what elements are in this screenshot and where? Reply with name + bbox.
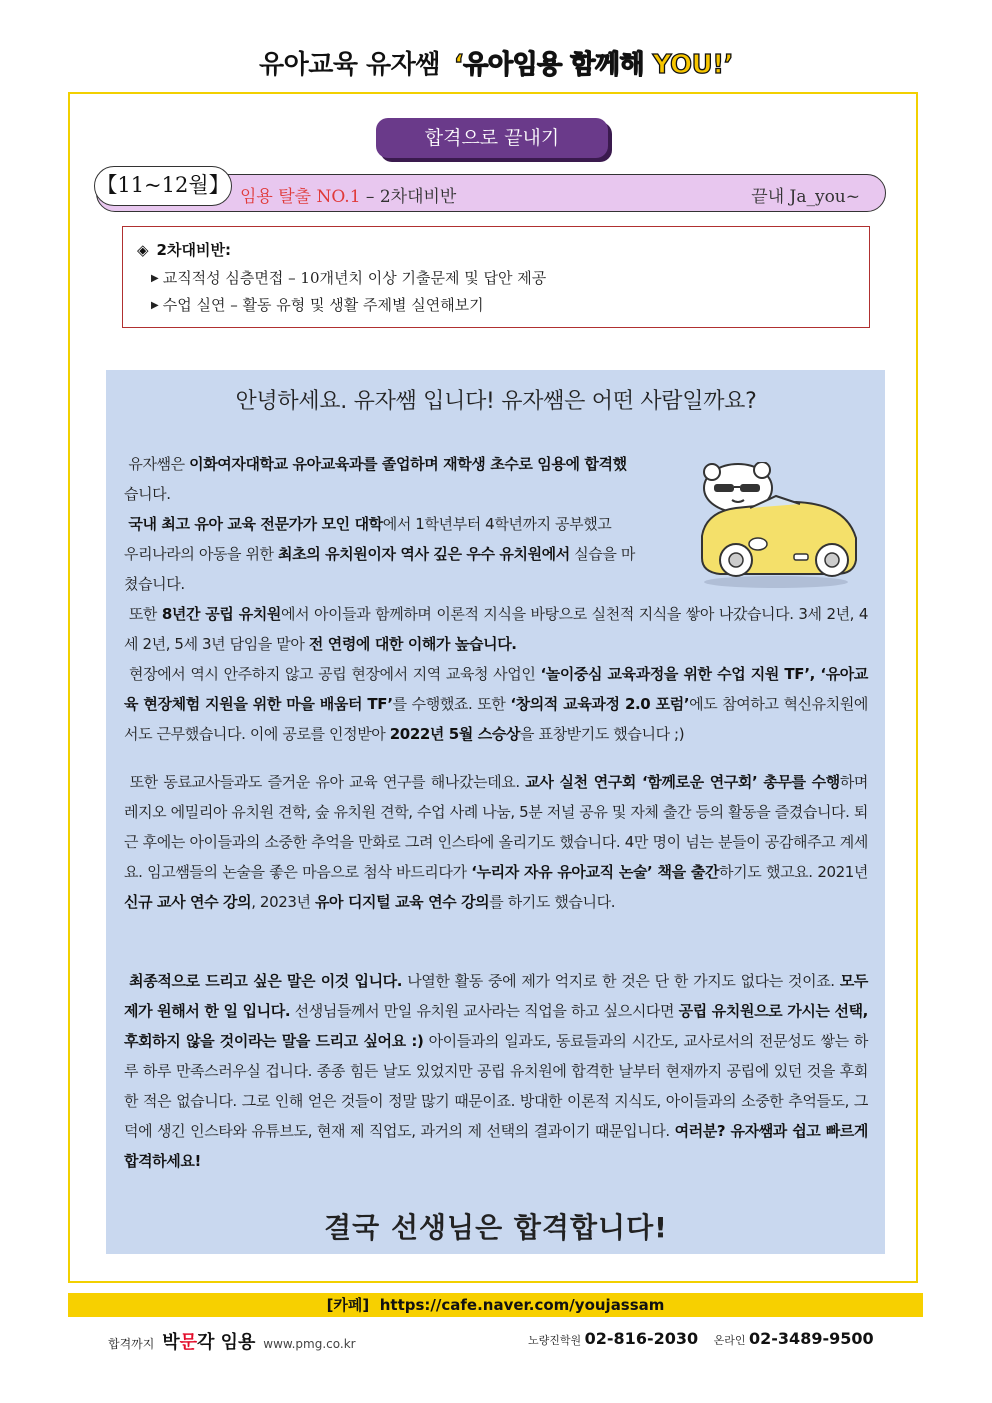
page-header xyxy=(0,44,992,81)
closing-message: 결국 선생님은 합격합니다! xyxy=(324,1211,668,1244)
triangle-bullet-icon: ▶ xyxy=(151,300,159,311)
publisher-logo xyxy=(108,1328,356,1354)
online-label: 온라인 xyxy=(713,1334,746,1347)
banner-title-highlight: 임용 탈출 NO.1 xyxy=(240,187,361,207)
campus-phone: 02-816-2030 xyxy=(584,1329,699,1348)
cafe-label: [카페] xyxy=(326,1296,370,1314)
diamond-icon: ◈ xyxy=(137,241,149,259)
banner-title xyxy=(240,182,456,207)
month-label: 【11~12월】 xyxy=(94,166,232,206)
intro-paragraph-2: 또한 8년간 공립 유치원에서 아이들과 함께하며 이론적 지식을 바탕으로 실천적 지식을 쌓아 나갔습니다. 3세 2년, 4세 2년, 5세 3년 담임을 맡아 전 연령에 대한 이해가 높습니다. 현장에서 역시 안주하지 않고 공립 현장에서 지역 교육청 사업인 ‘놀이중심 교육과정을 위한 수업 지원 TF’, ‘유아교육 현장체험 지원을 위한 마을 배움터 TF’를 수행했죠. 또한 ‘창의적 교육과정 2.0 포럼’에도 참여하고 혁신유치원에서도 근무했습니다. 이에 공로를 인정받아 2022년 5월 스승상을 표창받기도 했습니다 ;) xyxy=(124,605,868,743)
contact-info xyxy=(528,1329,886,1348)
info-title xyxy=(137,239,231,260)
cafe-url-link[interactable]: https://cafe.naver.com/youjassam xyxy=(379,1296,665,1314)
banner-title-course: – 2차대비반 xyxy=(360,187,457,207)
publisher-tagline: 합격까지 xyxy=(108,1337,155,1351)
banner-tagline: 끝내 Ja_you~ xyxy=(751,187,860,207)
header-slogan: ‘유아임용 함께해 YOU!’ xyxy=(453,50,734,80)
greeting-heading: 안녕하세요. 유자쌤 입니다! 유자쌤은 어떤 사람일까요? xyxy=(235,389,757,414)
online-phone: 02-3489-9500 xyxy=(749,1329,874,1348)
triangle-bullet-icon: ▶ xyxy=(151,273,159,284)
publisher-brand: 박문각 임용 xyxy=(162,1332,256,1353)
info-item-text: 수업 실연 – 활동 유형 및 생활 주제별 실연해보기 xyxy=(162,296,484,314)
info-item xyxy=(151,267,546,288)
info-item-text: 교직적성 심층면접 – 10개년치 이상 기출문제 및 답안 제공 xyxy=(162,269,547,287)
section-badge: 합격으로 끝내기 xyxy=(376,118,608,158)
info-item xyxy=(151,294,484,315)
intro-paragraph-4: 최종적으로 드리고 싶은 말은 이것 입니다. 나열한 활동 중에 제가 억지로 한 것은 단 한 가지도 없다는 것이죠. 모두 제가 원해서 한 일 입니다. 선생님들께서 만일 유치원 교사라는 직업을 하고 싶으시다면 공립 유치원으로 가시는 선택, 후회하지 않을 것이라는 말을 드리고 싶어요 :) 아이들과의 일과도, 동료들과의 시간도, 교사로서의 전문성도 쌓는 하루 하루 만족스러우실 겁니다. 종종 힘든 날도 있었지만 공립 유치원에 합격한 날부터 현재까지 공립에 있던 것을 후회한 적은 없습니다. 그로 인해 얻은 것들이 정말 많기 때문이죠. 방대한 이론적 지식도, 아이들과의 소중한 추억들도, 그 덕에 생긴 인스타와 유튜브도, 현재 제 직업도, 과거의 제 선택의 결과이기 때문입니다. 여러분? 유자쌤과 쉽고 빠르게 합격하세요! xyxy=(124,972,868,1170)
intro-paragraph-1: 유자쌤은 이화여자대학교 유아교육과를 졸업하며 재학생 초수로 임용에 합격했 습니다. 국내 최고 유아 교육 전문가가 모인 대학에서 1학년부터 4학년까지 공부했고 우리나라의 아동을 위한 최초의 유치원이자 역사 깊은 우수 유치원에서 실습을 마 쳤습니다. xyxy=(124,455,635,593)
campus-label: 노량진학원 xyxy=(528,1334,582,1347)
publisher-site-link[interactable]: www.pmg.co.kr xyxy=(263,1337,356,1351)
header-title: 유아교육 유자쌤 xyxy=(258,50,440,80)
course-info-box xyxy=(122,226,870,328)
bear-driving-car-illustration xyxy=(696,462,862,590)
info-title-text: 2차대비반: xyxy=(156,241,231,259)
intro-paragraph-3: 또한 동료교사들과도 즐거운 유아 교육 연구를 해나갔는데요. 교사 실천 연구회 ‘함께로운 연구회’ 총무를 수행하며 레지오 에밀리아 유치원 견학, 숲 유치원 견학, 수업 사례 나눔, 5분 저널 공유 및 자체 출간 등의 활동을 즐겼습니다. 퇴근 후에는 아이들과의 소중한 추억을 만화로 그려 인스타에 올리기도 했습니다. 4만 명이 넘는 분들이 공감해주고 계세요. 임고쌤들의 논술을 좋은 마음으로 첨삭 바드리다가 ‘누리자 자유 유아교직 논술’ 책을 출간하기도 했고요. 2021년 신규 교사 연수 강의, 2023년 유아 디지털 교육 연수 강의를 하기도 했습니다. xyxy=(124,773,869,911)
cafe-link-bar[interactable] xyxy=(68,1293,923,1317)
